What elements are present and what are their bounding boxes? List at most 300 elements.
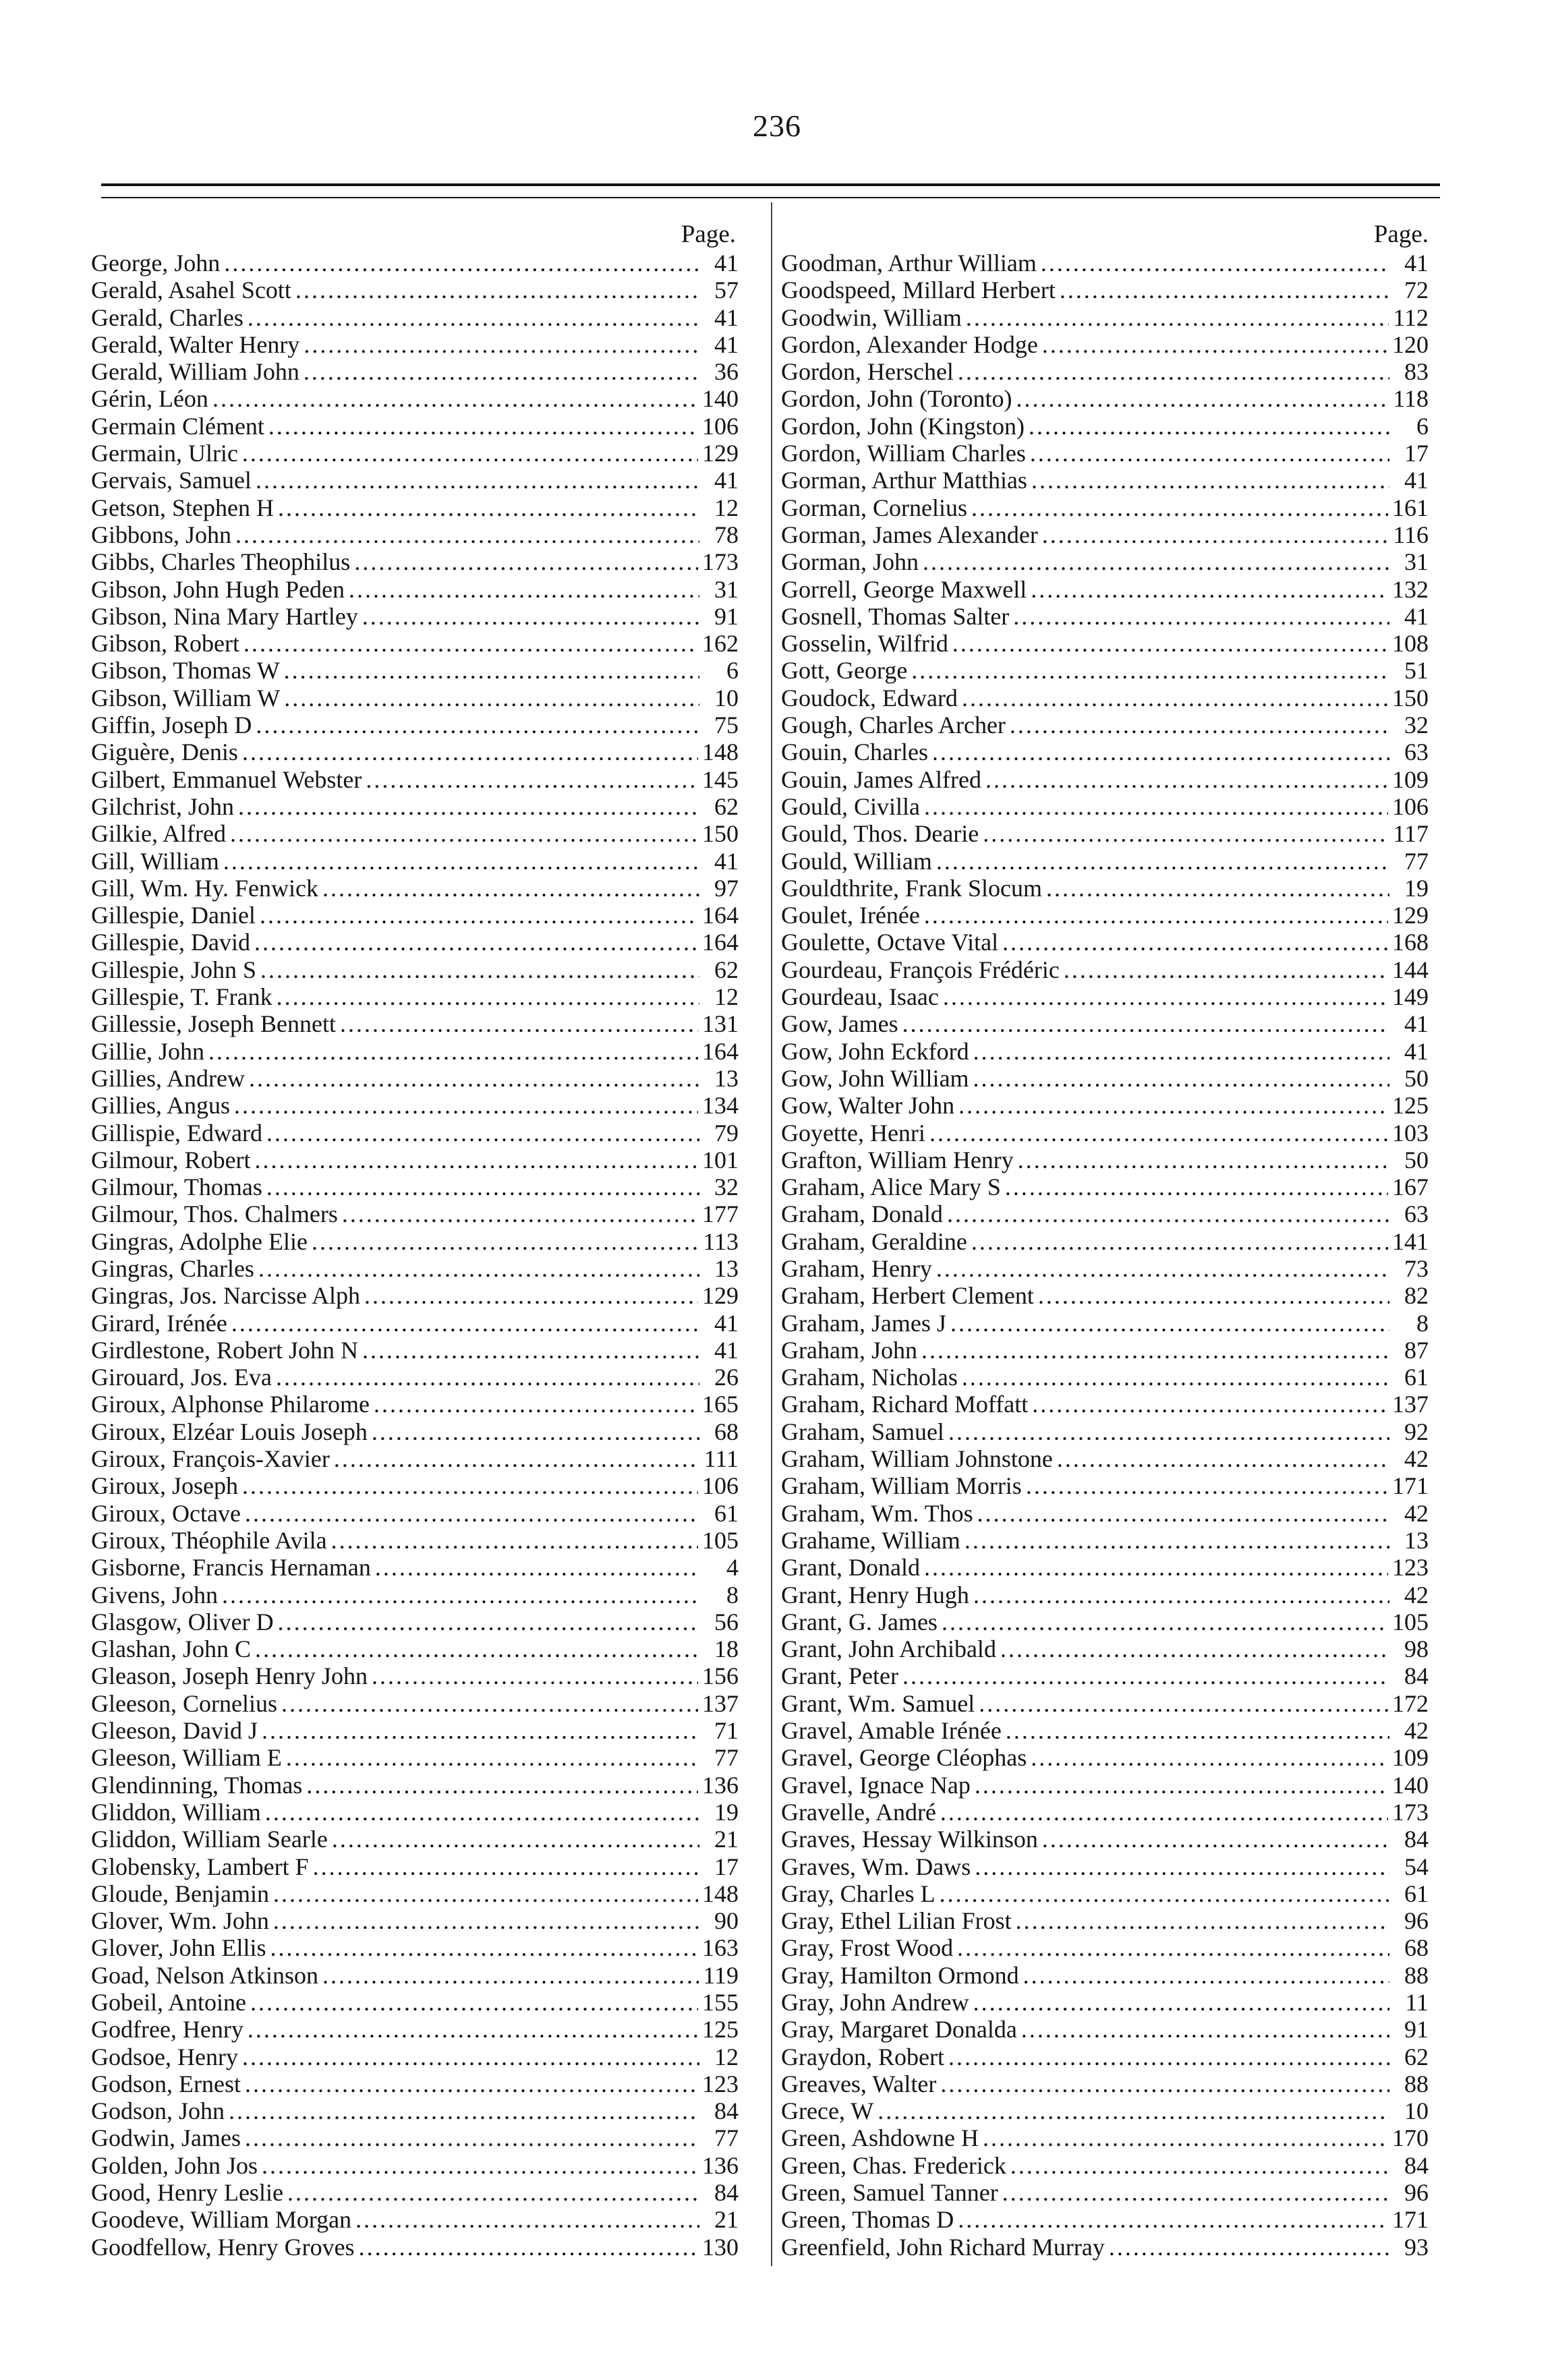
entry-name: Gordon, Herschel (781, 358, 954, 386)
dot-leader (258, 1255, 699, 1282)
entry-name: Gleason, Joseph Henry John (91, 1662, 368, 1690)
entry-page: 109 (1392, 765, 1429, 793)
entry-name: Girard, Irénée (91, 1309, 227, 1337)
index-column-right (781, 220, 1429, 2261)
index-entry (781, 766, 1429, 793)
dot-leader (1023, 1962, 1389, 1989)
entry-page: 171 (1392, 2206, 1429, 2234)
index-entry (91, 2234, 739, 2261)
entry-page: 136 (702, 1771, 739, 1799)
index-entry (781, 2206, 1429, 2233)
index-entry (91, 1581, 739, 1608)
dot-leader (248, 304, 699, 331)
index-entry (781, 548, 1429, 575)
index-entry (91, 2097, 739, 2124)
entry-page: 71 (714, 1717, 739, 1745)
entry-name: Giroux, Octave (91, 1499, 241, 1527)
index-entry (781, 1690, 1429, 1717)
entry-name: George, John (91, 250, 221, 277)
entry-name: Goad, Nelson Atkinson (91, 1961, 318, 1989)
dot-leader (234, 1092, 698, 1119)
index-entry (781, 277, 1429, 303)
entry-page: 170 (1392, 2124, 1429, 2152)
entry-name: Gouin, James Alfred (781, 765, 981, 793)
entry-name: Gerald, William John (91, 358, 299, 386)
index-entry (91, 902, 739, 929)
entry-name: Giroux, Alphonse Philarome (91, 1391, 370, 1418)
dot-leader (1005, 1173, 1388, 1200)
entry-page: 123 (702, 2070, 739, 2097)
index-entry (781, 1038, 1429, 1065)
index-entry (781, 358, 1429, 385)
index-entry (91, 630, 739, 657)
index-entry (91, 848, 739, 875)
entry-page: 97 (714, 874, 739, 902)
index-entry (91, 304, 739, 331)
entry-name: Grant, John Archibald (781, 1635, 996, 1663)
dot-leader (962, 1364, 1389, 1391)
entry-page: 106 (702, 412, 739, 440)
entry-name: Good, Henry Leslie (91, 2179, 283, 2207)
dot-leader (947, 1200, 1389, 1227)
index-entry (91, 1228, 739, 1255)
dot-leader (364, 1282, 698, 1309)
entry-page: 50 (1404, 1146, 1429, 1173)
entry-name: Gillies, Angus (91, 1092, 231, 1120)
entry-name: Gibson, John Hugh Peden (91, 575, 345, 603)
entry-name: Goyette, Henri (781, 1119, 925, 1147)
entry-page: 148 (702, 738, 739, 766)
entry-name: Graham, Richard Moffatt (781, 1391, 1029, 1418)
index-entry (91, 1717, 739, 1744)
index-entry (91, 2016, 739, 2043)
index-entry (781, 1147, 1429, 1173)
entry-name: Gilbert, Emmanuel Webster (91, 765, 362, 793)
entry-page: 92 (1404, 1418, 1429, 1445)
index-entry (91, 2179, 739, 2206)
entry-page: 73 (1404, 1254, 1429, 1282)
index-entry (781, 2179, 1429, 2206)
column-divider (771, 202, 772, 2266)
index-entry (91, 1200, 739, 1227)
entry-name: Girdlestone, Robert John N (91, 1336, 358, 1364)
dot-leader (958, 358, 1389, 385)
index-entry (781, 1445, 1429, 1472)
entry-page: 32 (1404, 712, 1429, 739)
dot-leader (1026, 1472, 1388, 1499)
index-entry (91, 2152, 739, 2179)
entry-name: Gosselin, Wilfrid (781, 630, 948, 658)
index-entry (91, 1962, 739, 1989)
entry-name: Gorrell, George Maxwell (781, 575, 1027, 603)
dot-leader (242, 440, 698, 467)
index-entry (781, 1228, 1429, 1255)
entry-page: 144 (1392, 956, 1429, 983)
index-entry (781, 1092, 1429, 1119)
entry-page: 87 (1404, 1336, 1429, 1364)
entry-page: 105 (1392, 1608, 1429, 1635)
entry-page: 12 (714, 2043, 739, 2070)
dot-leader (322, 875, 699, 902)
entry-name: Glashan, John C (91, 1635, 251, 1663)
column-header: Page. (681, 221, 736, 248)
dot-leader (902, 1662, 1389, 1689)
entry-page: 134 (702, 1092, 739, 1120)
dot-leader (1021, 2016, 1389, 2043)
dot-leader (248, 2016, 698, 2043)
index-entry (91, 603, 739, 630)
entry-page: 103 (1392, 1119, 1429, 1147)
entry-page: 72 (1404, 277, 1429, 304)
entry-page: 62 (714, 792, 739, 820)
index-entry (781, 1010, 1429, 1037)
entry-name: Green, Ashdowne H (781, 2124, 979, 2152)
index-entry (91, 1310, 739, 1337)
entry-name: Graham, John (781, 1336, 917, 1364)
index-entry (91, 1337, 739, 1364)
entry-page: 19 (714, 1798, 739, 1826)
index-entry (781, 1364, 1429, 1391)
entry-name: Graves, Wm. Daws (781, 1853, 971, 1880)
dot-leader (924, 1554, 1388, 1581)
index-entry (91, 956, 739, 983)
entry-page: 164 (702, 929, 739, 956)
entry-page: 130 (702, 2233, 739, 2261)
dot-leader (268, 413, 698, 440)
entry-name: Glover, John Ellis (91, 1934, 266, 1962)
entry-page: 42 (1404, 1717, 1429, 1745)
dot-leader (940, 1799, 1388, 1826)
index-entry (91, 1608, 739, 1635)
entry-page: 137 (702, 1689, 739, 1717)
dot-leader (940, 1880, 1389, 1907)
entry-name: Gott, George (781, 657, 908, 685)
dot-leader (362, 603, 699, 630)
entry-page: 88 (1404, 2070, 1429, 2097)
entry-name: Gordon, John (Toronto) (781, 385, 1012, 413)
entry-name: Gillie, John (91, 1037, 204, 1065)
entry-name: Green, Thomas D (781, 2206, 954, 2234)
entry-page: 129 (702, 440, 739, 467)
index-entry (781, 521, 1429, 548)
dot-leader (973, 1989, 1389, 2016)
entry-name: Gilmour, Thomas (91, 1173, 262, 1201)
entry-page: 41 (714, 250, 739, 277)
entry-page: 117 (1393, 820, 1429, 848)
entry-name: Graham, Nicholas (781, 1364, 958, 1391)
index-entry (91, 1635, 739, 1662)
index-entry (91, 494, 739, 521)
entry-page: 84 (1404, 2151, 1429, 2179)
dot-leader (245, 2070, 698, 2097)
dot-leader (1016, 1907, 1389, 1934)
dot-leader (366, 766, 698, 793)
dot-leader (276, 1364, 699, 1391)
index-entry (91, 766, 739, 793)
entry-page: 125 (702, 2016, 739, 2043)
dot-leader (1010, 2152, 1389, 2179)
entry-page: 13 (714, 1064, 739, 1092)
dot-leader (304, 331, 699, 358)
index-entry (91, 657, 739, 684)
entry-name: Gerald, Asahel Scott (91, 277, 291, 304)
dot-leader (973, 1065, 1389, 1092)
index-entry (781, 1772, 1429, 1799)
entry-name: Giroux, Théophile Avila (91, 1526, 327, 1554)
entry-name: Grant, Peter (781, 1662, 898, 1690)
index-entry (781, 1635, 1429, 1662)
dot-leader (284, 685, 699, 712)
dot-leader (1029, 413, 1389, 440)
dot-leader (266, 1173, 699, 1200)
entry-page: 111 (703, 1445, 739, 1473)
dot-leader (975, 1853, 1389, 1880)
entry-page: 109 (1392, 1744, 1429, 1772)
entry-page: 41 (1404, 250, 1429, 277)
entry-page: 57 (714, 277, 739, 304)
index-entry (781, 956, 1429, 983)
entry-page: 83 (1404, 358, 1429, 386)
dot-leader (1002, 2179, 1389, 2206)
entry-name: Gough, Charles Archer (781, 712, 1006, 739)
dot-leader (1032, 1391, 1388, 1418)
entry-page: 84 (714, 2179, 739, 2207)
entry-page: 150 (1392, 684, 1429, 712)
entry-page: 98 (1404, 1635, 1429, 1663)
entry-page: 162 (702, 630, 739, 658)
index-entry (91, 1880, 739, 1907)
dot-leader (262, 1717, 699, 1744)
entry-name: Green, Chas. Frederick (781, 2151, 1006, 2179)
dot-leader (936, 848, 1389, 875)
entry-page: 84 (1404, 1826, 1429, 1853)
dot-leader (238, 793, 699, 820)
index-entry (91, 2124, 739, 2151)
dot-leader (362, 1337, 699, 1364)
entry-name: Gibson, Robert (91, 630, 239, 658)
entry-name: Gray, Frost Wood (781, 1934, 954, 1962)
dot-leader (242, 1472, 698, 1499)
dot-leader (1064, 956, 1388, 983)
entry-name: Gingras, Charles (91, 1254, 254, 1282)
dot-leader (923, 548, 1389, 575)
entry-page: 84 (714, 2097, 739, 2125)
entry-page: 75 (714, 712, 739, 739)
entry-name: Giroux, Elzéar Louis Joseph (91, 1418, 368, 1445)
entry-name: Graham, Samuel (781, 1418, 944, 1445)
dot-leader (973, 1581, 1389, 1608)
entry-page: 90 (714, 1907, 739, 1935)
entry-name: Gravel, George Cléophas (781, 1744, 1027, 1772)
entry-page: 91 (1404, 2016, 1429, 2043)
dot-leader (255, 1147, 698, 1173)
entry-name: Gleeson, David J (91, 1717, 258, 1745)
entry-page: 164 (702, 902, 739, 929)
entry-name: Gilkie, Alfred (91, 820, 226, 848)
dot-leader (877, 2097, 1389, 2124)
index-entry (91, 1907, 739, 1934)
index-entry (91, 2070, 739, 2097)
index-entry (91, 1500, 739, 1527)
entry-name: Gray, Hamilton Ormond (781, 1961, 1019, 1989)
dot-leader (932, 738, 1389, 765)
index-entry (91, 548, 739, 575)
index-entry (781, 1581, 1429, 1608)
entry-name: Gouldthrite, Frank Slocum (781, 874, 1042, 902)
index-entry (781, 1934, 1429, 1961)
entry-page: 93 (1404, 2233, 1429, 2261)
entry-name: Godwin, James (91, 2124, 241, 2152)
index-entry (91, 250, 739, 277)
dot-leader (286, 1744, 699, 1771)
index-entry (91, 712, 739, 738)
entry-name: Gow, John William (781, 1064, 969, 1092)
entry-page: 112 (1393, 303, 1429, 331)
entry-page: 61 (1404, 1880, 1429, 1907)
entry-page: 41 (714, 847, 739, 875)
dot-leader (332, 1826, 699, 1853)
entry-page: 41 (714, 467, 739, 494)
entry-name: Gill, William (91, 847, 219, 875)
index-entry (91, 467, 739, 494)
index-entry (91, 793, 739, 820)
entry-page: 4 (726, 1554, 739, 1581)
entry-name: Gould, Civilla (781, 792, 920, 820)
index-entry (781, 304, 1429, 331)
entry-page: 10 (714, 684, 739, 712)
entry-page: 19 (1404, 874, 1429, 902)
index-entry (91, 277, 739, 303)
entry-name: Gillespie, David (91, 929, 250, 956)
entry-page: 131 (702, 1010, 739, 1038)
index-entry (91, 1934, 739, 1961)
dot-leader (212, 385, 698, 412)
index-entry (91, 1065, 739, 1092)
dot-leader (256, 467, 699, 494)
page-number: 236 (753, 109, 801, 143)
dot-leader (273, 1880, 698, 1907)
entry-name: Gordon, Alexander Hodge (781, 330, 1038, 358)
entry-name: Grant, G. James (781, 1608, 938, 1635)
index-entry (781, 1608, 1429, 1635)
dot-leader (208, 1038, 698, 1065)
dot-leader (902, 1010, 1389, 1037)
entry-name: Greaves, Walter (781, 2070, 937, 2097)
dot-leader (940, 2070, 1389, 2097)
entry-name: Gorman, Arthur Matthias (781, 467, 1027, 494)
entry-name: Grahame, William (781, 1526, 960, 1554)
entry-name: Germain Clément (91, 412, 264, 440)
entry-name: Goodeve, William Morgan (91, 2206, 352, 2234)
entry-name: Gordon, William Charles (781, 440, 1026, 467)
dot-leader (1031, 1744, 1388, 1771)
entry-page: 84 (1404, 1662, 1429, 1690)
dot-leader (273, 1907, 699, 1934)
dot-leader (943, 983, 1388, 1010)
dot-leader (372, 1662, 698, 1689)
entry-page: 119 (703, 1961, 739, 1989)
index-entry (781, 712, 1429, 738)
entry-page: 129 (1392, 902, 1429, 929)
dot-leader (1060, 277, 1389, 303)
dot-leader (1041, 250, 1389, 277)
entry-name: Graydon, Robert (781, 2043, 944, 2070)
entry-name: Goulet, Irénée (781, 902, 920, 929)
index-entry (91, 413, 739, 440)
dot-leader (975, 1772, 1388, 1799)
dot-leader (230, 820, 698, 847)
entry-page: 56 (714, 1608, 739, 1635)
entry-page: 141 (1392, 1227, 1429, 1255)
index-entry (91, 1445, 739, 1472)
entry-page: 156 (702, 1662, 739, 1690)
dot-leader (924, 902, 1388, 929)
entry-page: 13 (714, 1254, 739, 1282)
dot-leader (250, 1989, 698, 2016)
dot-leader (375, 1554, 699, 1581)
index-entry (781, 1391, 1429, 1418)
entry-page: 68 (714, 1418, 739, 1445)
entry-page: 68 (1404, 1934, 1429, 1962)
dot-leader (971, 494, 1388, 521)
entry-page: 32 (714, 1173, 739, 1201)
index-entry (781, 2070, 1429, 2097)
index-entry (781, 1418, 1429, 1445)
top-rule-thick (101, 183, 1440, 186)
entry-name: Gillies, Andrew (91, 1064, 245, 1092)
index-entry (91, 331, 739, 358)
entry-page: 96 (1404, 1907, 1429, 1935)
entry-name: Graham, Wm. Thos (781, 1499, 973, 1527)
dot-leader (958, 1092, 1388, 1119)
entry-page: 91 (714, 602, 739, 630)
entry-name: Green, Samuel Tanner (781, 2179, 998, 2207)
dot-leader (1046, 875, 1389, 902)
entry-page: 11 (1405, 1989, 1429, 2016)
index-entry (781, 1200, 1429, 1227)
entry-page: 61 (1404, 1364, 1429, 1391)
entry-page: 12 (714, 983, 739, 1011)
index-entry (781, 1500, 1429, 1527)
entry-page: 101 (702, 1146, 739, 1173)
index-entry (781, 2234, 1429, 2261)
index-entry (781, 1962, 1429, 1989)
index-entry (781, 685, 1429, 712)
entry-page: 155 (702, 1989, 739, 2016)
index-entry (781, 1880, 1429, 1907)
entry-page: 8 (1416, 1309, 1429, 1337)
entry-name: Gorman, James Alexander (781, 521, 1038, 548)
index-entry (781, 657, 1429, 684)
index-entry (91, 1472, 739, 1499)
index-entry (91, 1147, 739, 1173)
dot-leader (958, 2206, 1388, 2233)
entry-name: Gibson, Thomas W (91, 657, 280, 685)
entry-page: 12 (714, 494, 739, 521)
dot-leader (260, 902, 698, 929)
entry-page: 6 (726, 657, 739, 685)
dot-leader (1002, 929, 1388, 956)
index-entry (781, 331, 1429, 358)
entry-page: 17 (714, 1853, 739, 1880)
dot-leader (270, 1934, 698, 1961)
dot-leader (936, 1255, 1389, 1282)
dot-leader (342, 1200, 698, 1227)
entry-page: 96 (1404, 2179, 1429, 2207)
dot-leader (312, 1228, 699, 1255)
entry-page: 168 (1392, 929, 1429, 956)
dot-leader (971, 1228, 1388, 1255)
